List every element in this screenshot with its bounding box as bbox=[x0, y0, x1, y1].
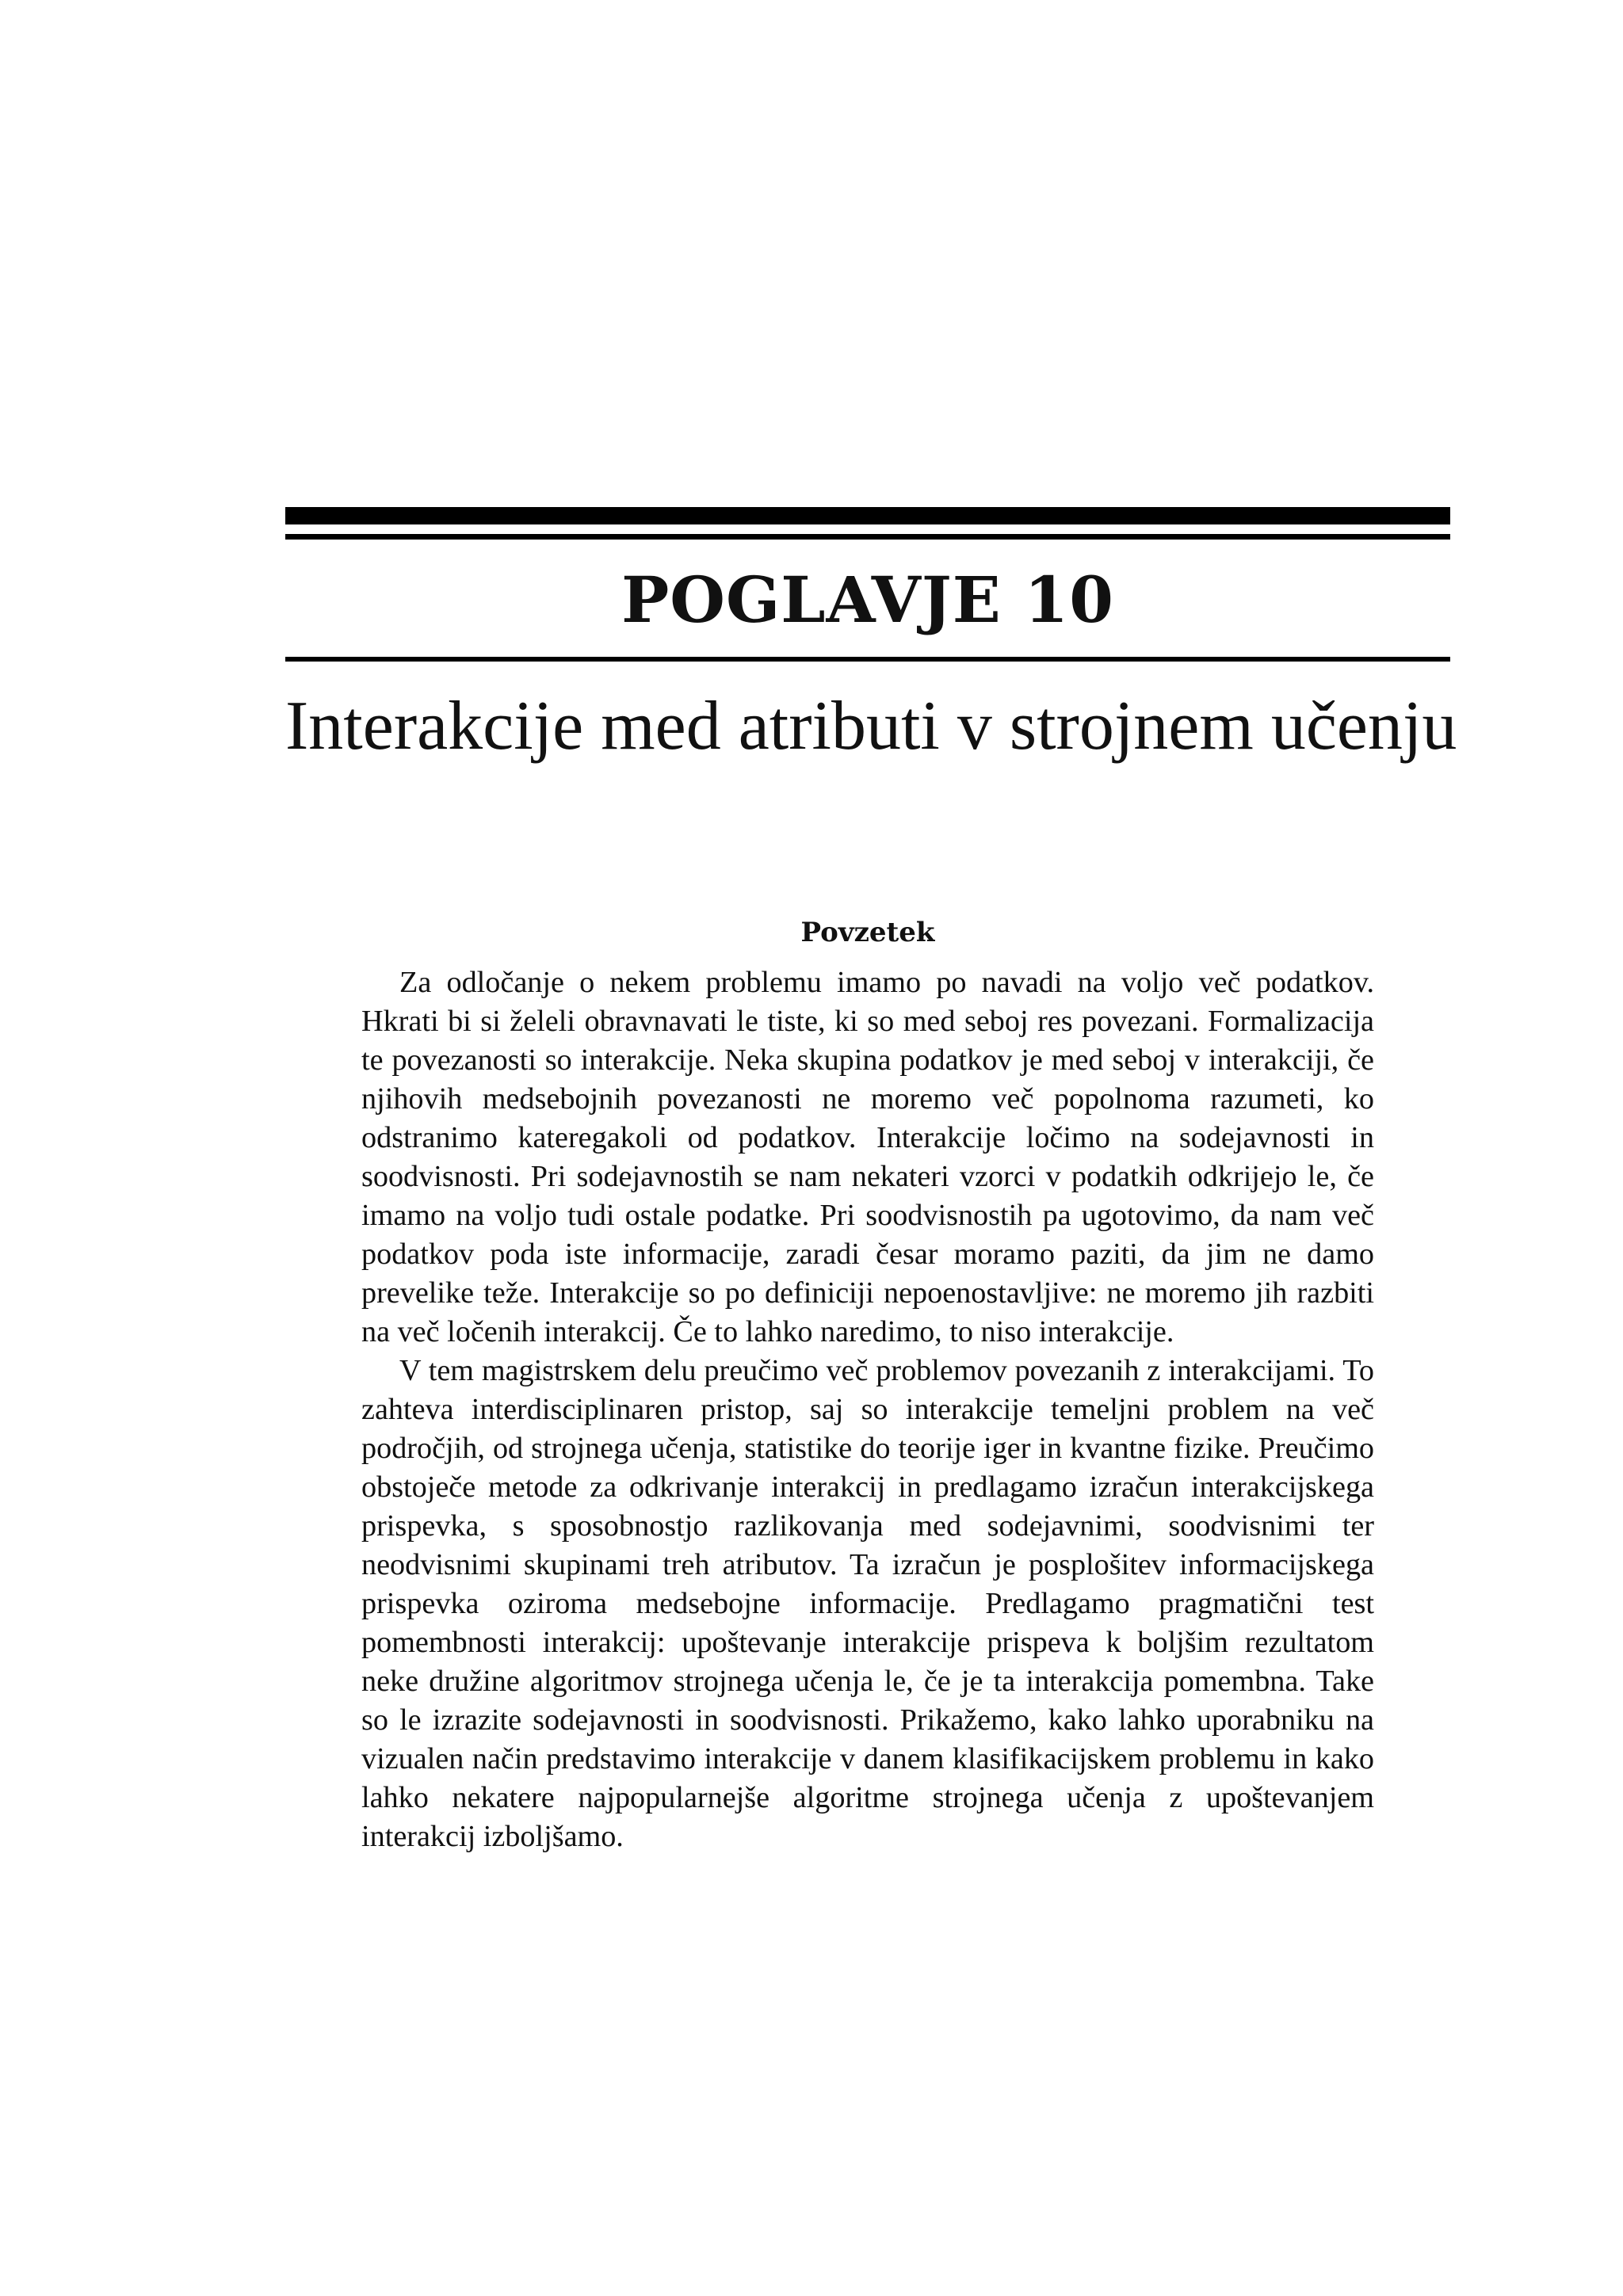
abstract-body bbox=[361, 963, 1374, 1856]
abstract-heading: Povzetek bbox=[800, 917, 935, 948]
chapter-label-underline-rule bbox=[285, 657, 1450, 662]
abstract-paragraph: V tem magistrskem delu preučimo več problemov povezanih z interakcijami. To zahteva interdisciplinaren pristop, saj so interakcije temeljni problem na več področjih, od strojnega učenja, statistike do teorije iger in kvantne fizike. Preučimo obstoječe metode za odkrivanje interakcij in predlagamo izračun interakcijskega prispevka, s sposobnostjo razlikovanja med sodejavnimi, soodvisnimi ter neodvisnimi skupinami treh atributov. Ta izračun je posplošitev informacijskega prispevka oziroma medsebojne informacije. Predlagamo pragmatični test pomembnosti interakcij: upoštevanje interakcije prispeva k boljšim rezultatom neke družine algoritmov strojnega učenja le, če je ta interakcija pomembna. Take so le izrazite sodejavnosti in soodvisnosti. Prikažemo, kako lahko uporabniku na vizualen način predstavimo interakcije v danem klasifikacijskem problemu in kako lahko nekatere najpopularnejše algoritme strojnega učenja z upoštevanjem interakcij izboljšamo. bbox=[361, 1354, 1374, 1853]
chapter-title: Interakcije med atributi v strojnem učenju bbox=[285, 688, 1457, 765]
chapter-label: POGLAVJE 10 bbox=[621, 563, 1114, 637]
chapter-top-thin-rule bbox=[285, 534, 1450, 540]
abstract-paragraph: Za odločanje o nekem problemu imamo po navadi na voljo več podatkov. Hkrati bi si želeli obravnavati le tiste, ki so med seboj res povezani. Formalizacija te povezanosti so interakcije. Neka skupina podatkov je med seboj v interakciji, če njihovih medsebojnih povezanosti ne moremo več popolnoma razumeti, ko odstranimo kateregakoli od podatkov. Interakcije ločimo na sodejavnosti in soodvisnosti. Pri sodejavnostih se nam nekateri vzorci v podatkih odkrijejo le, če imamo na voljo tudi ostale podatke. Pri soodvisnostih pa ugotovimo, da nam več podatkov poda iste informacije, zaradi česar moramo paziti, da jim ne damo prevelike teže. Interakcije so po definiciji nepoenostavljive: ne moremo jih razbiti na več ločenih interakcij. Če to lahko naredimo, to niso interakcije. bbox=[361, 966, 1374, 1348]
chapter-top-thick-rule bbox=[285, 507, 1450, 524]
